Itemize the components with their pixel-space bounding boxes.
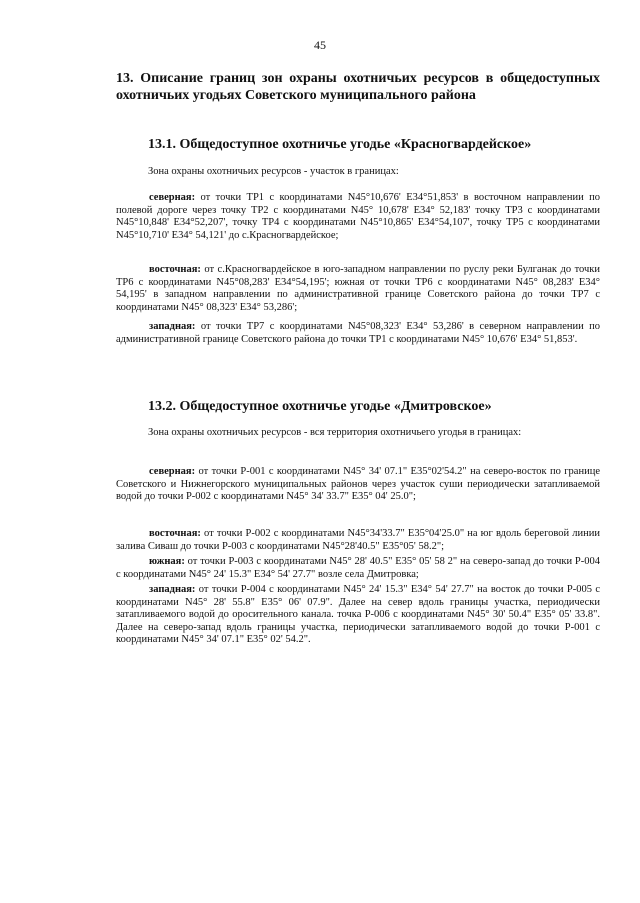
direction-label: восточная: bbox=[149, 528, 201, 539]
boundary-text: от точки ТР1 с координатами N45°10,676' E34°51,853' в восточном направлении по полевой дороге через точку ТР2 с координатами N45° 10,678' E34° 52,183' точку ТР3 с координатами N45°10,848' E34°52,207', точку ТР4 с координатами N45°10,865' E34°54,107', точку ТР5 с координатами N45°10,710' E34° 54,121' до с.Красногвардейское; bbox=[116, 192, 600, 241]
direction-label: восточная: bbox=[149, 264, 201, 275]
boundary-text: от точки Р-001 с координатами N45° 34' 07.1" E35°02'54.2" на северо-восток по границе Советского и Нижнегорского муниципальных районов через участок суши периодически затапливаемой водой до точки Р-002 с координатами N45° 34' 33.7" E35° 04' 25.0"; bbox=[116, 466, 600, 503]
boundary-text: от точки ТР7 с координатами N45°08,323' E34° 53,286' в северном направлении по административной границе Советского района до точки ТР1 с координатами N45° 10,676' E34° 51,853'. bbox=[116, 321, 600, 345]
zone-intro-krasnogvardeyskoe bbox=[116, 165, 600, 178]
page-number: 45 bbox=[314, 38, 326, 52]
boundary-north-dmitrovskoe bbox=[116, 466, 600, 504]
zone-intro-text: Зона охраны охотничьих ресурсов - вся территория охотничьего угодья в границах: bbox=[148, 427, 522, 438]
boundary-south-dmitrovskoe bbox=[116, 556, 600, 581]
direction-label: северная: bbox=[149, 466, 196, 477]
boundary-text: от точки Р-003 с координатами N45° 28' 40.5" E35° 05' 58 2" на северо-запад до точки Р-004 с координатами N45° 24' 15.3" E34° 54' 27.7" возле села Дмитровка; bbox=[116, 556, 600, 580]
boundary-west-krasnogvardeyskoe bbox=[116, 321, 600, 346]
boundary-north-krasnogvardeyskoe bbox=[116, 192, 600, 242]
boundary-text: от с.Красногвардейское в юго-западном направлении по руслу реки Булганак до точки ТР6 с координатами N45°08,283' E34°54,195'; южная от точки ТР6 с координатами N45° 08,283' E34° 54,195' в западном направлении по административной границе Советского района до точки ТР7 с координатами N45° 08,323' E34° 53,286'; bbox=[116, 264, 600, 313]
direction-label: южная: bbox=[149, 556, 185, 567]
boundary-west-dmitrovskoe bbox=[116, 584, 600, 647]
section-title-krasnogvardeyskoe: 13.1. Общедоступное охотничье угодье «Красногвардейское» bbox=[148, 137, 532, 152]
main-heading: 13. Описание границ зон охраны охотничьих ресурсов в общедоступных охотничьих угодьях Советского муниципального района bbox=[116, 71, 600, 103]
direction-label: северная: bbox=[149, 192, 196, 203]
section-title-dmitrovskoe: 13.2. Общедоступное охотничье угодье «Дмитровское» bbox=[148, 399, 492, 414]
direction-label: западная: bbox=[149, 321, 196, 332]
zone-intro-text: Зона охраны охотничьих ресурсов - участок в границах: bbox=[148, 166, 399, 177]
boundary-east-krasnogvardeyskoe bbox=[116, 264, 600, 314]
boundary-east-dmitrovskoe bbox=[116, 528, 600, 553]
zone-intro-dmitrovskoe bbox=[116, 426, 600, 439]
boundary-text: от точки Р-004 с координатами N45° 24' 15.3" E34° 54' 27.7" на восток до точки Р-005 с координатами N45° 28' 55.8" E35° 06' 07.9". Далее на север вдоль границы участка, периодически затапливаемого водой до оросительного канала. точка Р-006 с координатами N45° 30' 50.4" E35° 05' 33.8". Далее на северо-запад вдоль границы участка, периодически затапливаемого водой до точки Р-001 с координатами N45° 34' 07.1" E35° 02' 54.2". bbox=[116, 584, 600, 646]
boundary-text: от точки Р-002 с координатами N45°34'33.7" E35°04'25.0" на юг вдоль береговой линии залива Сиваш до точки Р-003 с координатами N45°28'40.5" E35°05' 58.2"; bbox=[116, 528, 600, 552]
direction-label: западная: bbox=[149, 584, 196, 595]
